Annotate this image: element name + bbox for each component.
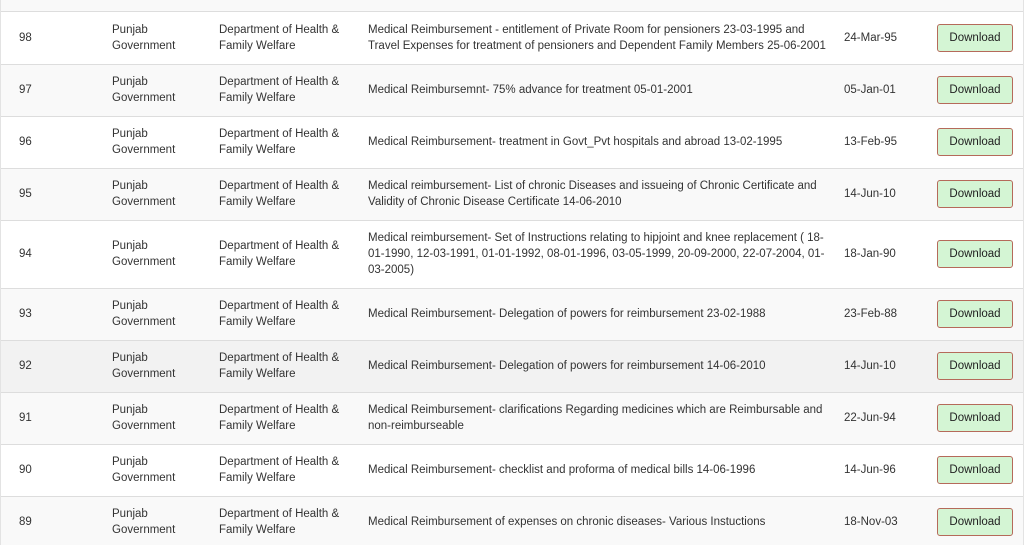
document-subject: Medical Reimbursement- Delegation of powers for reimbursement 23-02-1988 xyxy=(353,288,839,340)
action-cell xyxy=(919,340,1024,392)
download-button[interactable]: Download xyxy=(937,352,1013,380)
department-name: Department of Health & Family Welfare xyxy=(203,392,353,444)
table-row xyxy=(1,288,1024,340)
department-name: Department of Health & Family Welfare xyxy=(203,220,353,288)
document-subject: Medical reimbursement- Set of Instructions relating to hipjoint and knee replacement ( 18-01-1990, 12-03-1991, 01-01-1992, 08-01-1996, 03-05-1999, 20-09-2000, 22-07-2004, 01-03-2005) xyxy=(353,220,839,288)
document-date: 18-Jan-90 xyxy=(839,220,919,288)
download-button[interactable]: Download xyxy=(937,508,1013,536)
document-date: 18-Nov-03 xyxy=(839,496,919,545)
action-cell xyxy=(919,168,1024,220)
department-name: Department of Health & Family Welfare xyxy=(203,288,353,340)
government-name: Punjab Government xyxy=(94,496,203,545)
document-subject: Medical Reimbursement of expenses on chronic diseases- Various Instuctions xyxy=(353,496,839,545)
serial-number: 89 xyxy=(1,496,94,545)
action-cell xyxy=(919,392,1024,444)
table-row xyxy=(1,168,1024,220)
government-name: Punjab Government xyxy=(94,12,203,64)
document-date: 13-Feb-95 xyxy=(839,116,919,168)
action-cell xyxy=(919,288,1024,340)
download-button[interactable]: Download xyxy=(937,240,1013,268)
document-subject: Medical Reimbursement- Delegation of powers for reimbursement 14-06-2010 xyxy=(353,340,839,392)
department-name: Department of Health & Family Welfare xyxy=(203,496,353,545)
table-row xyxy=(1,496,1024,545)
table-row xyxy=(1,64,1024,116)
department-name: Department of Health & Family Welfare xyxy=(203,12,353,64)
department-name: Department of Health & Family Welfare xyxy=(203,168,353,220)
government-name: Punjab Government xyxy=(94,392,203,444)
document-date: 22-Jun-94 xyxy=(839,392,919,444)
documents-table xyxy=(1,12,1024,545)
table-top-edge xyxy=(1,0,1023,12)
serial-number: 96 xyxy=(1,116,94,168)
document-date: 24-Mar-95 xyxy=(839,12,919,64)
download-button[interactable]: Download xyxy=(937,456,1013,484)
document-date: 14-Jun-10 xyxy=(839,168,919,220)
action-cell xyxy=(919,116,1024,168)
serial-number: 94 xyxy=(1,220,94,288)
document-subject: Medical Reimbursement - entitlement of Private Room for pensioners 23-03-1995 and Travel Expenses for treatment of pensioners and Dependent Family Members 25-06-2001 xyxy=(353,12,839,64)
table-row xyxy=(1,444,1024,496)
table-row xyxy=(1,392,1024,444)
government-name: Punjab Government xyxy=(94,340,203,392)
serial-number: 95 xyxy=(1,168,94,220)
table-row xyxy=(1,12,1024,64)
action-cell xyxy=(919,496,1024,545)
download-button[interactable]: Download xyxy=(937,180,1013,208)
download-button[interactable]: Download xyxy=(937,24,1013,52)
action-cell xyxy=(919,444,1024,496)
document-date: 05-Jan-01 xyxy=(839,64,919,116)
document-date: 23-Feb-88 xyxy=(839,288,919,340)
download-button[interactable]: Download xyxy=(937,404,1013,432)
department-name: Department of Health & Family Welfare xyxy=(203,340,353,392)
government-name: Punjab Government xyxy=(94,168,203,220)
document-date: 14-Jun-10 xyxy=(839,340,919,392)
serial-number: 91 xyxy=(1,392,94,444)
government-name: Punjab Government xyxy=(94,444,203,496)
table-row xyxy=(1,220,1024,288)
document-subject: Medical Reimbursement- treatment in Govt_Pvt hospitals and abroad 13-02-1995 xyxy=(353,116,839,168)
serial-number: 90 xyxy=(1,444,94,496)
table-row xyxy=(1,116,1024,168)
government-name: Punjab Government xyxy=(94,288,203,340)
action-cell xyxy=(919,12,1024,64)
document-date: 14-Jun-96 xyxy=(839,444,919,496)
document-subject: Medical reimbursement- List of chronic Diseases and issueing of Chronic Certificate and Validity of Chronic Disease Certificate 14-06-2010 xyxy=(353,168,839,220)
document-subject: Medical Reimbursement- checklist and proforma of medical bills 14-06-1996 xyxy=(353,444,839,496)
table-row xyxy=(1,340,1024,392)
serial-number: 97 xyxy=(1,64,94,116)
department-name: Department of Health & Family Welfare xyxy=(203,444,353,496)
serial-number: 93 xyxy=(1,288,94,340)
serial-number: 92 xyxy=(1,340,94,392)
government-name: Punjab Government xyxy=(94,220,203,288)
document-subject: Medical Reimbursemnt- 75% advance for treatment 05-01-2001 xyxy=(353,64,839,116)
government-name: Punjab Government xyxy=(94,116,203,168)
department-name: Department of Health & Family Welfare xyxy=(203,116,353,168)
download-button[interactable]: Download xyxy=(937,76,1013,104)
action-cell xyxy=(919,64,1024,116)
download-button[interactable]: Download xyxy=(937,128,1013,156)
document-subject: Medical Reimbursement- clarifications Regarding medicines which are Reimbursable and non-reimburseable xyxy=(353,392,839,444)
department-name: Department of Health & Family Welfare xyxy=(203,64,353,116)
serial-number: 98 xyxy=(1,12,94,64)
action-cell xyxy=(919,220,1024,288)
download-button[interactable]: Download xyxy=(937,300,1013,328)
government-name: Punjab Government xyxy=(94,64,203,116)
